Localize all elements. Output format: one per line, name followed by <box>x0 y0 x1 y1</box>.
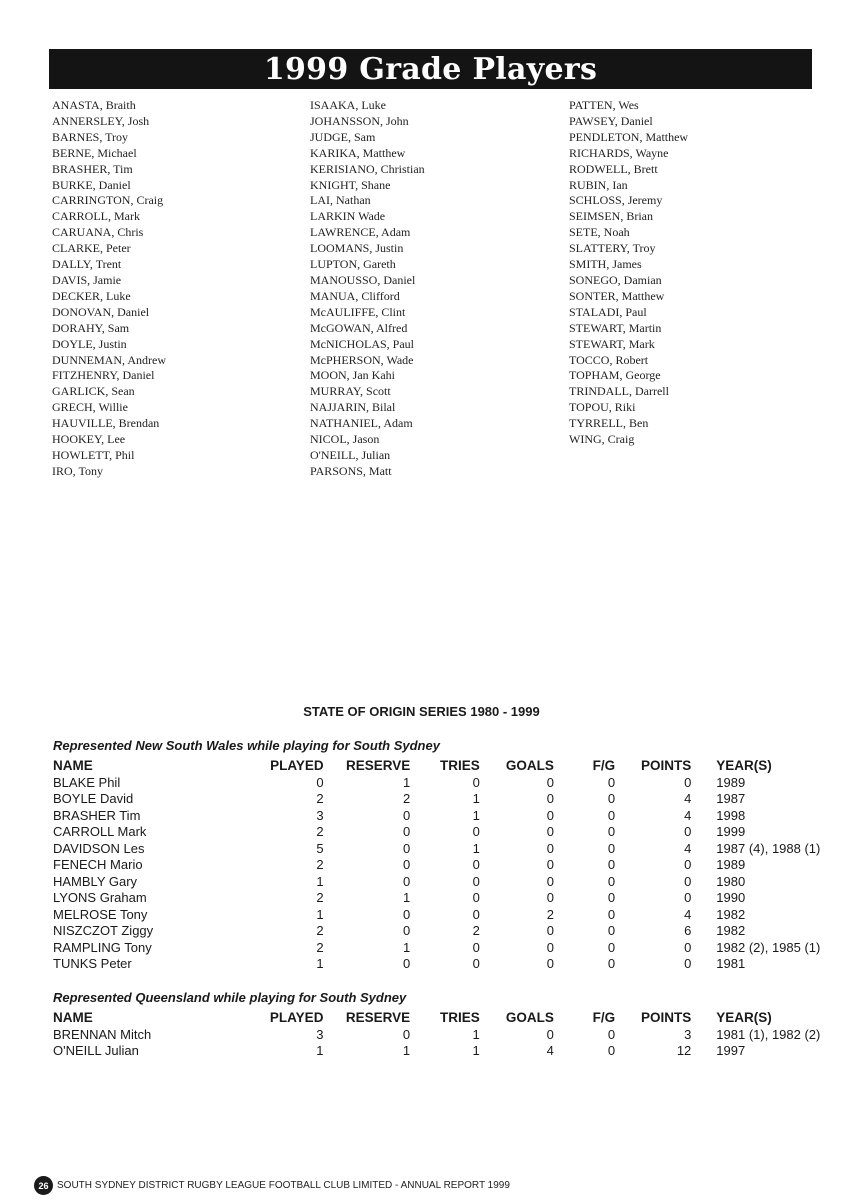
cell-reserve: 0 <box>402 1026 411 1042</box>
cell-name: BOYLE David <box>53 791 134 806</box>
cell-reserve: 0 <box>403 824 411 839</box>
cell-goals: 0 <box>546 840 554 856</box>
cell-goals: 0 <box>546 873 554 889</box>
player-name: RUBIN, Ian <box>569 177 628 192</box>
player-name: SCHLOSS, Jeremy <box>569 193 663 208</box>
cell-reserve: 2 <box>403 791 411 806</box>
table-row <box>53 940 843 957</box>
table-row <box>53 841 843 858</box>
cell-tries: 1 <box>472 840 480 856</box>
player-name: STALADI, Paul <box>569 304 647 319</box>
cell-points: 3 <box>684 1026 692 1042</box>
cell-points: 4 <box>684 906 692 922</box>
cell-tries: 2 <box>472 923 480 938</box>
cell-points: 0 <box>684 939 692 955</box>
cell-reserve: 0 <box>403 906 411 922</box>
nsw-section-heading: Represented New South Wales while playing for South Sydney <box>53 738 440 753</box>
player-name: SONEGO, Damian <box>569 272 662 287</box>
cell-tries: 0 <box>472 824 480 839</box>
table-row <box>53 1027 843 1044</box>
player-name: KARIKA, Matthew <box>310 145 406 160</box>
cell-goals: 0 <box>546 890 554 905</box>
table-row <box>53 857 843 874</box>
player-name: GRECH, Willie <box>52 400 128 415</box>
cell-reserve: 0 <box>403 956 411 971</box>
player-name: BRASHER, Tim <box>52 161 133 176</box>
table-row <box>53 808 843 825</box>
cell-name: LYONS Graham <box>53 890 147 905</box>
cell-played: 1 <box>316 956 324 971</box>
nsw-stats-table <box>53 758 843 973</box>
cell-name: BRASHER Tim <box>53 807 141 823</box>
player-name: DONOVAN, Daniel <box>52 304 150 319</box>
cell-goals: 0 <box>546 923 554 938</box>
cell-name: TUNKS Peter <box>53 956 132 971</box>
col-header-fg: F/G <box>592 758 616 773</box>
page-title: 1999 Grade Players <box>49 49 812 89</box>
player-name: CLARKE, Peter <box>52 241 131 256</box>
cell-fg: 0 <box>607 857 616 872</box>
cell-name: DAVIDSON Les <box>53 840 145 856</box>
player-name: DOYLE, Justin <box>52 336 127 351</box>
cell-goals: 0 <box>546 791 554 806</box>
cell-points: 4 <box>684 791 692 806</box>
cell-fg: 0 <box>607 774 616 790</box>
cell-played: 2 <box>316 857 324 872</box>
table-header-row <box>53 1010 843 1027</box>
player-list-column-1 <box>52 98 166 480</box>
cell-played: 2 <box>316 890 324 905</box>
player-name: STEWART, Mark <box>569 336 655 351</box>
player-name: PATTEN, Wes <box>569 98 639 112</box>
player-name: MURRAY, Scott <box>310 384 391 399</box>
cell-reserve: 1 <box>402 1043 411 1058</box>
cell-goals: 0 <box>546 857 554 872</box>
cell-years: 1990 <box>716 890 746 905</box>
player-name: LAWRENCE, Adam <box>310 225 411 240</box>
cell-goals: 0 <box>546 824 554 839</box>
col-header-reserve: RESERVE <box>345 1010 411 1025</box>
player-name: LOOMANS, Justin <box>310 241 404 256</box>
cell-fg: 0 <box>607 1026 616 1042</box>
cell-played: 3 <box>316 1026 324 1042</box>
player-name: IRO, Tony <box>52 463 103 478</box>
page-number-badge: 26 <box>34 1176 53 1195</box>
player-name: PAWSEY, Daniel <box>569 113 653 128</box>
player-name: WING, Craig <box>569 432 635 447</box>
cell-fg: 0 <box>607 906 616 922</box>
cell-points: 6 <box>684 923 692 938</box>
cell-tries: 0 <box>472 956 480 971</box>
col-header-fg: F/G <box>592 1010 616 1025</box>
cell-years: 1989 <box>716 774 746 790</box>
col-header-played: PLAYED <box>270 758 324 773</box>
cell-fg: 0 <box>607 939 616 955</box>
cell-reserve: 0 <box>403 873 411 889</box>
cell-fg: 0 <box>607 824 616 839</box>
cell-played: 2 <box>316 791 324 806</box>
player-name: NICOL, Jason <box>310 432 380 447</box>
col-header-points: POINTS <box>641 758 692 773</box>
cell-goals: 0 <box>546 1026 554 1042</box>
player-list-column-2 <box>310 98 425 480</box>
cell-reserve: 0 <box>403 807 411 823</box>
player-name: ANASTA, Braith <box>52 98 136 112</box>
cell-reserve: 1 <box>403 890 411 905</box>
table-header-row <box>53 758 843 775</box>
player-name: SMITH, James <box>569 257 642 272</box>
player-name: RICHARDS, Wayne <box>569 145 669 160</box>
cell-years: 1999 <box>716 824 746 839</box>
cell-played: 3 <box>316 807 324 823</box>
player-name: LAI, Nathan <box>310 193 371 208</box>
cell-points: 4 <box>684 807 692 823</box>
cell-points: 0 <box>684 890 692 905</box>
table-row <box>53 1043 843 1060</box>
cell-name: NISZCZOT Ziggy <box>53 923 154 938</box>
player-name: LUPTON, Gareth <box>310 257 396 272</box>
cell-goals: 0 <box>546 774 554 790</box>
cell-fg: 0 <box>607 1043 616 1058</box>
player-name: RODWELL, Brett <box>569 161 658 176</box>
cell-points: 0 <box>684 956 692 971</box>
cell-goals: 0 <box>546 956 554 971</box>
cell-reserve: 0 <box>403 840 411 856</box>
table-row <box>53 923 843 940</box>
cell-points: 12 <box>676 1043 692 1058</box>
cell-goals: 0 <box>546 807 554 823</box>
cell-played: 0 <box>316 774 324 790</box>
cell-tries: 0 <box>472 890 480 905</box>
col-header-played: PLAYED <box>269 1010 324 1025</box>
cell-years: 1981 (1), 1982 (2) <box>716 1026 821 1042</box>
cell-points: 4 <box>684 840 692 856</box>
player-name: GARLICK, Sean <box>52 384 135 399</box>
cell-goals: 2 <box>546 906 554 922</box>
player-name: CARROLL, Mark <box>52 209 140 224</box>
cell-name: BRENNAN Mitch <box>53 1026 152 1042</box>
player-list-column-3 <box>569 98 688 448</box>
player-name: HOWLETT, Phil <box>52 447 135 462</box>
page-footer <box>34 1176 510 1195</box>
cell-fg: 0 <box>607 807 616 823</box>
cell-fg: 0 <box>607 840 616 856</box>
cell-years: 1987 <box>716 791 746 806</box>
player-name: SETE, Noah <box>569 225 630 240</box>
cell-years: 1998 <box>716 807 746 823</box>
cell-points: 0 <box>684 824 692 839</box>
cell-tries: 1 <box>472 1043 480 1058</box>
player-name: ANNERSLEY, Josh <box>52 113 150 128</box>
col-header-reserve: RESERVE <box>345 758 411 773</box>
cell-name: BLAKE Phil <box>53 774 121 790</box>
cell-name: RAMPLING Tony <box>53 939 152 955</box>
cell-played: 1 <box>316 906 324 922</box>
player-name: HOOKEY, Lee <box>52 432 126 447</box>
player-name: TOCCO, Robert <box>569 352 649 367</box>
player-name: TOPHAM, George <box>569 368 661 383</box>
col-header-goals: GOALS <box>505 758 554 773</box>
player-name: JOHANSSON, John <box>310 113 409 128</box>
footer-text: SOUTH SYDNEY DISTRICT RUGBY LEAGUE FOOTBALL CLUB LIMITED - ANNUAL REPORT 1999 <box>57 1180 510 1191</box>
player-name: NATHANIEL, Adam <box>310 416 413 431</box>
table-row <box>53 890 843 907</box>
player-name: CARRINGTON, Craig <box>52 193 164 208</box>
player-name: DUNNEMAN, Andrew <box>52 352 166 367</box>
cell-fg: 0 <box>607 873 616 889</box>
cell-reserve: 0 <box>403 923 411 938</box>
player-name: TYRRELL, Ben <box>569 416 649 431</box>
cell-fg: 0 <box>607 956 616 971</box>
cell-years: 1997 <box>716 1043 746 1058</box>
cell-years: 1989 <box>716 857 746 872</box>
cell-tries: 0 <box>472 774 480 790</box>
player-name: McPHERSON, Wade <box>310 352 414 367</box>
cell-tries: 1 <box>472 1026 480 1042</box>
cell-played: 2 <box>316 923 324 938</box>
cell-played: 2 <box>316 939 324 955</box>
player-name: SLATTERY, Troy <box>569 241 656 256</box>
cell-played: 5 <box>316 840 324 856</box>
cell-reserve: 1 <box>403 774 411 790</box>
cell-name: O'NEILL Julian <box>53 1043 139 1058</box>
cell-years: 1980 <box>716 873 746 889</box>
cell-years: 1982 (2), 1985 (1) <box>716 939 821 955</box>
player-name: DECKER, Luke <box>52 288 131 303</box>
cell-points: 0 <box>684 873 692 889</box>
cell-tries: 0 <box>472 906 480 922</box>
cell-years: 1987 (4), 1988 (1) <box>716 840 821 856</box>
player-name: SEIMSEN, Brian <box>569 209 653 224</box>
col-header-years: YEAR(S) <box>716 758 772 773</box>
table-row <box>53 874 843 891</box>
cell-name: FENECH Mario <box>53 857 143 872</box>
player-name: KNIGHT, Shane <box>310 177 391 192</box>
player-name: TOPOU, Riki <box>569 400 636 415</box>
player-name: DALLY, Trent <box>52 257 122 272</box>
cell-points: 0 <box>684 857 692 872</box>
player-name: PENDLETON, Matthew <box>569 129 689 144</box>
player-name: McNICHOLAS, Paul <box>310 336 414 351</box>
player-name: BURKE, Daniel <box>52 177 131 192</box>
col-header-years: YEAR(S) <box>716 1010 772 1025</box>
player-name: HAUVILLE, Brendan <box>52 416 160 431</box>
col-header-name: NAME <box>53 758 93 773</box>
table-row <box>53 956 843 973</box>
cell-tries: 1 <box>472 807 480 823</box>
cell-played: 2 <box>316 824 324 839</box>
cell-years: 1982 <box>716 923 746 938</box>
cell-tries: 0 <box>472 857 480 872</box>
player-name: DORAHY, Sam <box>52 320 130 335</box>
player-name: ISAAKA, Luke <box>310 98 386 112</box>
cell-fg: 0 <box>607 890 616 905</box>
cell-years: 1982 <box>716 906 746 922</box>
player-name: FITZHENRY, Daniel <box>52 368 155 383</box>
cell-goals: 4 <box>546 1043 554 1058</box>
cell-fg: 0 <box>607 791 616 806</box>
col-header-goals: GOALS <box>505 1010 554 1025</box>
cell-goals: 0 <box>546 939 554 955</box>
player-name: McAULIFFE, Clint <box>310 304 406 319</box>
player-name: TRINDALL, Darrell <box>569 384 669 399</box>
cell-points: 0 <box>684 774 692 790</box>
cell-years: 1981 <box>716 956 746 971</box>
col-header-tries: TRIES <box>439 1010 480 1025</box>
player-name: PARSONS, Matt <box>310 463 392 478</box>
cell-tries: 1 <box>472 791 480 806</box>
origin-series-title: STATE OF ORIGIN SERIES 1980 - 1999 <box>303 704 540 719</box>
player-name: BARNES, Troy <box>52 129 129 144</box>
player-name: KERISIANO, Christian <box>310 161 425 176</box>
col-header-tries: TRIES <box>440 758 480 773</box>
col-header-points: POINTS <box>641 1010 692 1025</box>
qld-section-heading: Represented Queensland while playing for South Sydney <box>53 990 407 1005</box>
table-row <box>53 824 843 841</box>
cell-name: HAMBLY Gary <box>53 873 138 889</box>
cell-reserve: 1 <box>403 939 411 955</box>
player-name: O'NEILL, Julian <box>310 447 391 462</box>
table-row <box>53 775 843 792</box>
player-name: McGOWAN, Alfred <box>310 320 408 335</box>
player-name: MANUA, Clifford <box>310 288 400 303</box>
cell-name: CARROLL Mark <box>53 824 147 839</box>
cell-tries: 0 <box>472 873 480 889</box>
cell-played: 1 <box>316 1043 324 1058</box>
player-name: DAVIS, Jamie <box>52 272 122 287</box>
cell-reserve: 0 <box>403 857 411 872</box>
player-name: SONTER, Matthew <box>569 288 665 303</box>
player-name: STEWART, Martin <box>569 320 662 335</box>
col-header-name: NAME <box>53 1010 93 1025</box>
table-row <box>53 907 843 924</box>
player-name: MANOUSSO, Daniel <box>310 272 416 287</box>
player-name: BERNE, Michael <box>52 145 137 160</box>
qld-stats-table <box>53 1010 843 1060</box>
player-name: CARUANA, Chris <box>52 225 144 240</box>
player-name: MOON, Jan Kahi <box>310 368 395 383</box>
table-row <box>53 791 843 808</box>
cell-name: MELROSE Tony <box>53 906 148 922</box>
cell-played: 1 <box>316 873 324 889</box>
player-name: LARKIN Wade <box>310 209 386 224</box>
cell-fg: 0 <box>607 923 616 938</box>
cell-tries: 0 <box>472 939 480 955</box>
player-name: NAJJARIN, Bilal <box>310 400 396 415</box>
player-name: JUDGE, Sam <box>310 129 376 144</box>
